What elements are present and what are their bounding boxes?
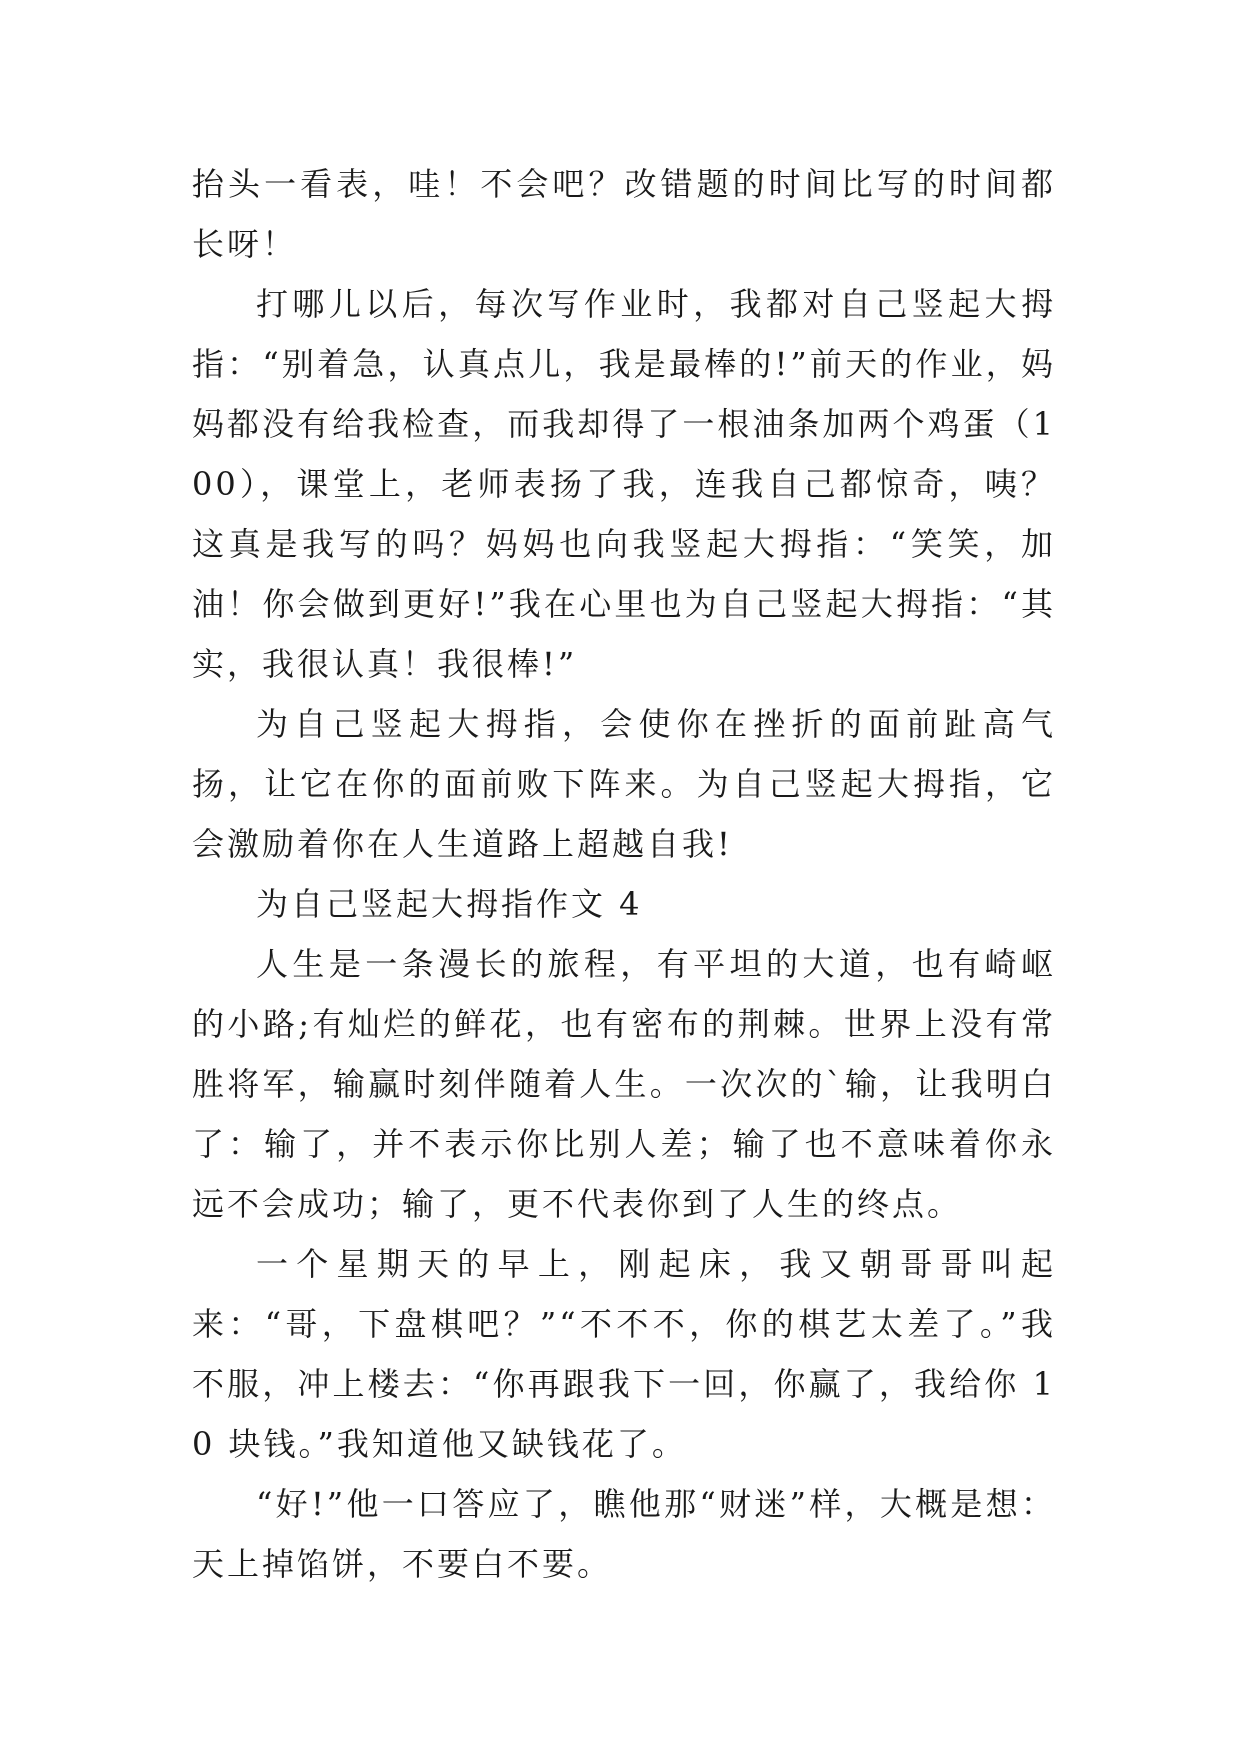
paragraph: 一个星期天的早上，刚起床，我又朝哥哥叫起来：“哥，下盘棋吧？”“不不不，你的棋艺太差了。”我不服，冲上楼去：“你再跟我下一回，你赢了，我给你 10 块钱。”我知道他又缺钱花了。 [192, 1245, 1056, 1463]
document-body [192, 154, 1056, 1594]
paragraph: 为自己竖起大拇指，会使你在挫折的面前趾高气扬，让它在你的面前败下阵来。为自己竖起大拇指，它会激励着你在人生道路上超越自我! [192, 705, 1056, 863]
paragraph: 打哪儿以后，每次写作业时，我都对自己竖起大拇指：“别着急，认真点儿，我是最棒的!”前天的作业，妈妈都没有给我检查，而我却得了一根油条加两个鸡蛋（100），课堂上，老师表扬了我，连我自己都惊奇，咦？这真是我写的吗？妈妈也向我竖起大拇指：“笑笑，加油！你会做到更好!”我在心里也为自己竖起大拇指：“其实，我很认真！我很棒!” [192, 285, 1056, 683]
section-heading: 为自己竖起大拇指作文 4 [256, 885, 643, 923]
paragraph-continued: 抬头一看表，哇！不会吧？改错题的时间比写的时间都长呀！ [192, 165, 1056, 263]
paragraph: 人生是一条漫长的旅程，有平坦的大道，也有崎岖的小路;有灿烂的鲜花，也有密布的荆棘。世界上没有常胜将军，输赢时刻伴随着人生。一次次的`输，让我明白了：输了，并不表示你比别人差；输了也不意味着你永远不会成功；输了，更不代表你到了人生的终点。 [192, 945, 1056, 1223]
paragraph: “好!”他一口答应了，瞧他那“财迷”样，大概是想：天上掉馅饼，不要白不要。 [192, 1485, 1056, 1583]
